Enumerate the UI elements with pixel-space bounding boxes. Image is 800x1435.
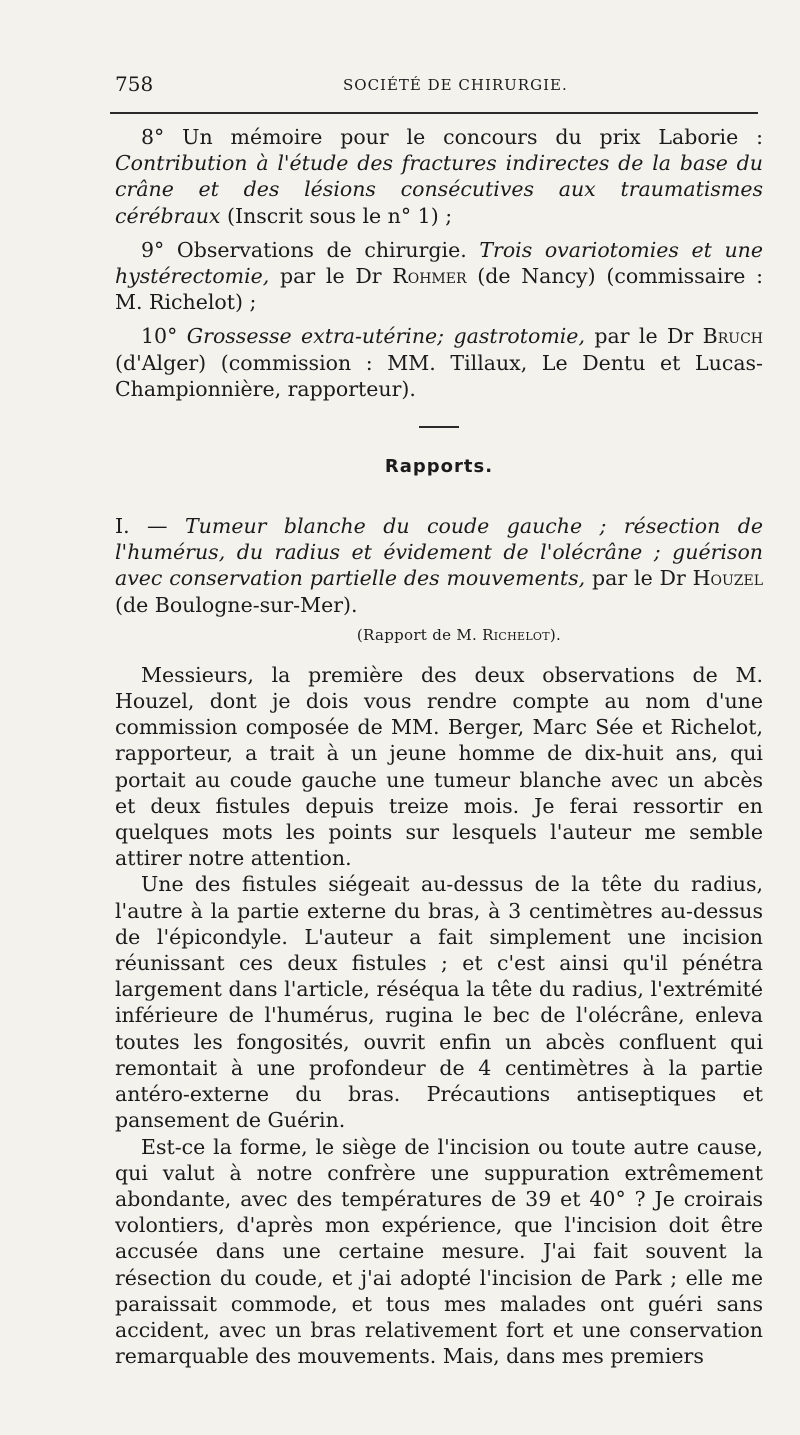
byline-pre: (Rapport de M. (356, 625, 483, 644)
list-item-8 (115, 124, 763, 229)
page-number: 758 (115, 72, 154, 96)
item-text-end: (d'Alger) (commission : MM. Tillaux, Le Dentu et Lucas-Championnière, rapporteur). (115, 350, 763, 401)
item-number: 10° (141, 324, 178, 349)
report-prefix: I. — (115, 514, 185, 539)
item-text-end: (de Nancy) (commissaire : M. Richelot) ; (115, 264, 764, 315)
rapporteur-name: Richelot (482, 625, 550, 644)
item-number: 8° (141, 125, 165, 149)
report-title-mid: par le Dr (585, 566, 693, 591)
author-name: Bruch (702, 324, 763, 349)
item-text: Un mémoire pour le concours du prix Laborie : (182, 125, 763, 149)
report-title-italic: Tumeur blanche du coude gauche ; résection de l'humérus, du radius et évidement de l'olécrâne ; guérison avec conservation partielle des mouvements, (115, 514, 763, 591)
page-content (115, 124, 763, 1369)
item-title: Grossesse extra-utérine; gastrotomie, (186, 324, 585, 349)
item-title: Trois ovariotomies et une hystérectomie, (115, 237, 763, 289)
item-text-end: (Inscrit sous le n° 1) ; (220, 203, 453, 228)
item-number: 9° (141, 237, 165, 262)
byline-post: ). (549, 625, 562, 644)
header-rule (110, 112, 758, 114)
item-text-mid: par le Dr (269, 264, 393, 289)
item-title: Contribution à l'étude des fractures indirectes de la base du crâne et des lésions consécutives aux traumatismes cérébraux (115, 151, 763, 228)
item-text-mid: par le Dr (584, 324, 703, 349)
running-title: SOCIÉTÉ DE CHIRURGIE. (343, 76, 568, 94)
report-author: Houzel (692, 566, 764, 591)
item-text: Observations de chirurgie. (176, 237, 480, 262)
body-paragraph-3: Est-ce la forme, le siège de l'incision ou toute autre cause, qui valut à notre confrère une suppuration extrêmement abondante, avec des températures de 39 et 40° ? Je croirais volontiers, d'après mon expérience, que l'incision doit être accusée dans une certaine mesure. J'ai fait souvent la résection du coude, et j'ai adopté l'incision de Park ; elle me paraissait commode, et tous mes malades ont guéri sans accident, avec un bras relativement fort et une conservation remarquable des mouvements. Mais, dans mes premiers (115, 1134, 763, 1369)
body-paragraph-2: Une des fistules siégeait au-dessus de la tête du radius, l'autre à la partie externe du bras, à 3 centimètres au-dessus de l'épicondyle. L'auteur a fait simplement une incision réunissant ces deux fistules ; et c'est ainsi qu'il pénétra largement dans l'article, réséqua la tête du radius, l'extrémité inférieure de l'humérus, rugina le bec de l'olécrâne, enleva toutes les fongosités, ouvrit enfin un abcès confluent qui remontait à une profondeur de 4 centimètres à la partie antéro-externe du bras. Précautions antiseptiques et pansement de Guérin. (115, 872, 763, 1133)
author-name: Rohmer (392, 264, 467, 289)
list-item-10 (115, 323, 763, 402)
section-divider (419, 426, 459, 428)
report-title-end: (de Boulogne-sur-Mer). (115, 592, 358, 617)
list-item-9 (115, 237, 763, 316)
report-title (115, 513, 763, 618)
page-header (115, 72, 765, 102)
section-heading: Rapports. (384, 456, 494, 478)
report-byline (155, 626, 763, 644)
body-paragraph-1: Messieurs, la première des deux observations de M. Houzel, dont je dois vous rendre compte au nom d'une commission composée de MM. Berger, Marc Sée et Richelot, rapporteur, a trait à un jeune homme de dix-huit ans, qui portait au coude gauche une tumeur blanche avec un abcès et deux fistules depuis treize mois. Je ferai ressortir en quelques mots les points sur lesquels l'auteur me semble attirer notre attention. (115, 662, 763, 871)
